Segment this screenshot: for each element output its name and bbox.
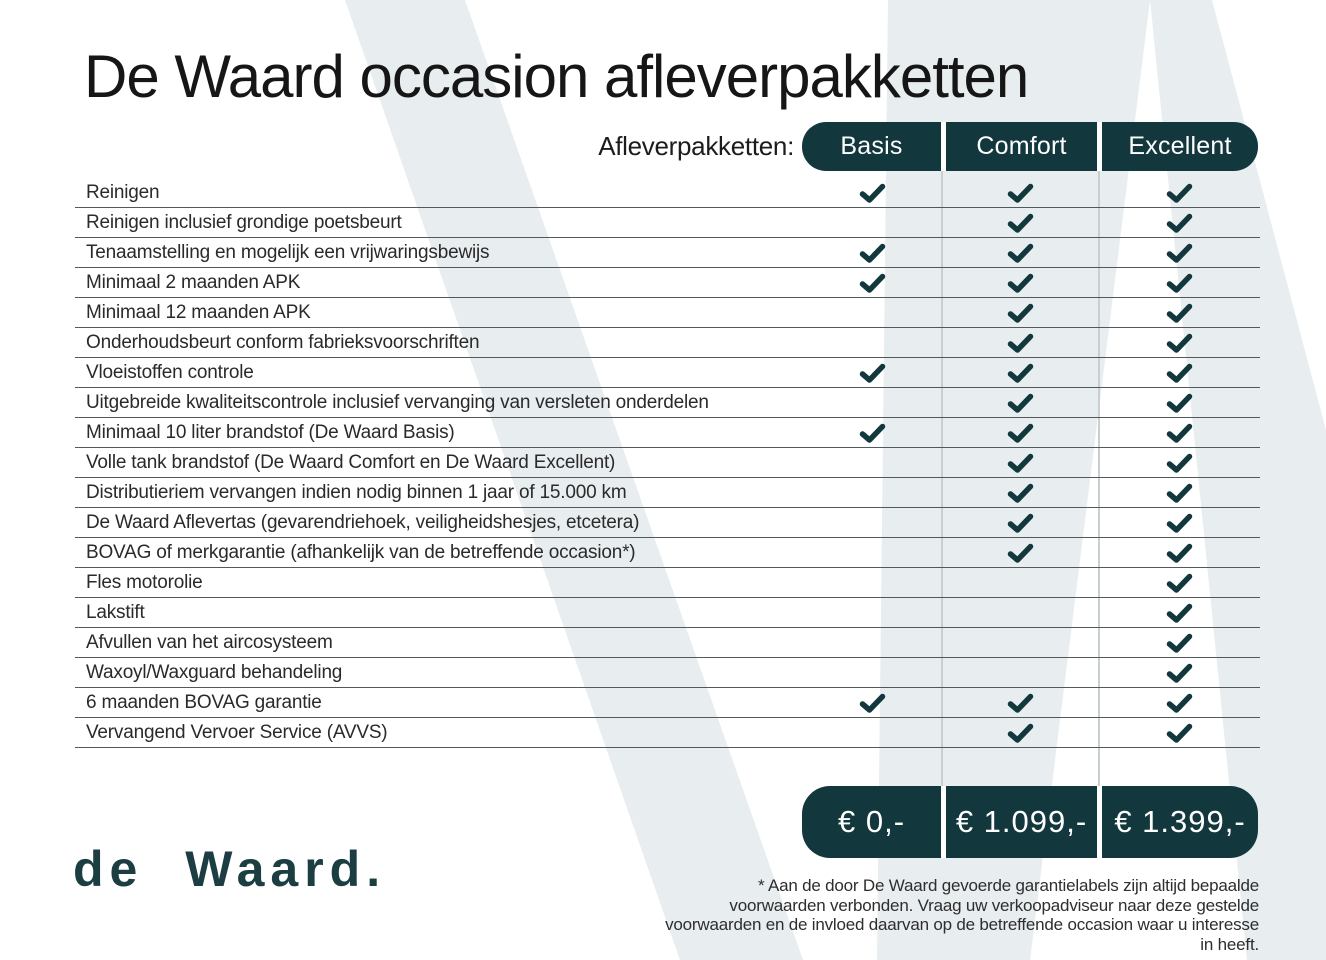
check-icon — [1007, 452, 1034, 474]
comfort-check-cell — [942, 358, 1099, 387]
comfort-check-cell — [942, 598, 1099, 627]
feature-label: Minimaal 10 liter brandstof (De Waard Basis) — [86, 421, 455, 443]
comfort-check-cell — [942, 418, 1099, 447]
check-icon — [1166, 572, 1193, 594]
feature-label: Tenaamstelling en mogelijk een vrijwaringsbewijs — [86, 241, 490, 263]
check-icon — [859, 182, 886, 204]
basis-check-cell — [802, 508, 942, 537]
basis-check-cell — [802, 538, 942, 567]
feature-label: Minimaal 12 maanden APK — [86, 301, 311, 323]
basis-check-cell — [802, 478, 942, 507]
comfort-check-cell — [942, 538, 1099, 567]
table-row — [75, 298, 1260, 328]
basis-check-cell — [802, 448, 942, 477]
basis-check-cell — [802, 178, 942, 207]
check-icon — [1166, 212, 1193, 234]
page-title: De Waard occasion afleverpakketten — [84, 43, 1029, 110]
basis-check-cell — [802, 328, 942, 357]
table-row — [75, 628, 1260, 658]
basis-check-cell — [802, 238, 942, 267]
basis-check-cell — [802, 298, 942, 327]
table-row — [75, 508, 1260, 538]
excellent-check-cell — [1099, 388, 1260, 417]
excellent-check-cell — [1099, 178, 1260, 207]
basis-check-cell — [802, 718, 942, 747]
excellent-check-cell — [1099, 718, 1260, 747]
check-icon — [1007, 542, 1034, 564]
package-tabs — [802, 122, 1258, 171]
feature-label: Vloeistoffen controle — [86, 361, 254, 383]
check-icon — [1166, 482, 1193, 504]
check-icon — [859, 692, 886, 714]
table-row — [75, 568, 1260, 598]
table-row — [75, 718, 1260, 748]
check-icon — [859, 242, 886, 264]
disclaimer-note: * Aan de door De Waard gevoerde garantielabels zijn altijd bepaalde voorwaarden verbonden. Vraag uw verkoopadviseur naar deze gestelde voorwaarden en de invloed daarvan op de betreffende occasion waar u interesse in heeft. — [665, 876, 1259, 954]
check-icon — [1007, 392, 1034, 414]
comfort-check-cell — [942, 688, 1099, 717]
check-icon — [1007, 362, 1034, 384]
check-icon — [1007, 332, 1034, 354]
feature-label: 6 maanden BOVAG garantie — [86, 691, 322, 713]
check-icon — [859, 362, 886, 384]
check-icon — [1166, 602, 1193, 624]
basis-check-cell — [802, 208, 942, 237]
excellent-check-cell — [1099, 448, 1260, 477]
excellent-check-cell — [1099, 478, 1260, 507]
feature-label: Onderhoudsbeurt conform fabrieksvoorschriften — [86, 331, 480, 353]
check-icon — [1007, 482, 1034, 504]
check-icon — [1166, 422, 1193, 444]
feature-label: Fles motorolie — [86, 571, 203, 593]
excellent-check-cell — [1099, 268, 1260, 297]
check-icon — [1166, 242, 1193, 264]
excellent-check-cell — [1099, 238, 1260, 267]
feature-label: Reinigen — [86, 181, 160, 203]
packages-row-label: Afleverpakketten: — [598, 131, 794, 161]
excellent-check-cell — [1099, 538, 1260, 567]
comfort-check-cell — [942, 718, 1099, 747]
comfort-check-cell — [942, 508, 1099, 537]
comfort-check-cell — [942, 388, 1099, 417]
package-header-row — [0, 122, 1326, 171]
basis-check-cell — [802, 688, 942, 717]
comfort-check-cell — [942, 178, 1099, 207]
price-bar — [802, 786, 1258, 858]
table-row — [75, 418, 1260, 448]
feature-label: Minimaal 2 maanden APK — [86, 271, 301, 293]
price-basis: € 0,- — [802, 786, 941, 858]
feature-table — [75, 178, 1260, 748]
check-icon — [1166, 512, 1193, 534]
check-icon — [1007, 242, 1034, 264]
basis-check-cell — [802, 658, 942, 687]
feature-label: Reinigen inclusief grondige poetsbeurt — [86, 211, 402, 233]
table-row — [75, 388, 1260, 418]
excellent-check-cell — [1099, 688, 1260, 717]
check-icon — [859, 422, 886, 444]
excellent-check-cell — [1099, 298, 1260, 327]
excellent-check-cell — [1099, 358, 1260, 387]
feature-label: De Waard Aflevertas (gevarendriehoek, veiligheidshesjes, etcetera) — [86, 511, 640, 533]
check-icon — [1166, 452, 1193, 474]
feature-label: BOVAG of merkgarantie (afhankelijk van de betreffende occasion*) — [86, 541, 636, 563]
excellent-check-cell — [1099, 628, 1260, 657]
table-row — [75, 178, 1260, 208]
check-icon — [1007, 302, 1034, 324]
table-row — [75, 328, 1260, 358]
excellent-check-cell — [1099, 328, 1260, 357]
check-icon — [1166, 392, 1193, 414]
table-row — [75, 538, 1260, 568]
comfort-check-cell — [942, 208, 1099, 237]
feature-label: Distributieriem vervangen indien nodig binnen 1 jaar of 15.000 km — [86, 481, 627, 503]
package-tab-excellent: Excellent — [1102, 122, 1258, 171]
excellent-check-cell — [1099, 418, 1260, 447]
basis-check-cell — [802, 418, 942, 447]
check-icon — [1166, 662, 1193, 684]
basis-check-cell — [802, 568, 942, 597]
check-icon — [1166, 332, 1193, 354]
basis-check-cell — [802, 268, 942, 297]
excellent-check-cell — [1099, 568, 1260, 597]
comfort-check-cell — [942, 298, 1099, 327]
check-icon — [1007, 722, 1034, 744]
comfort-check-cell — [942, 568, 1099, 597]
table-row — [75, 598, 1260, 628]
package-tab-comfort: Comfort — [946, 122, 1097, 171]
table-row — [75, 268, 1260, 298]
check-icon — [1007, 512, 1034, 534]
check-icon — [1007, 182, 1034, 204]
excellent-check-cell — [1099, 508, 1260, 537]
basis-check-cell — [802, 388, 942, 417]
table-row — [75, 238, 1260, 268]
check-icon — [1166, 302, 1193, 324]
check-icon — [1007, 212, 1034, 234]
table-row — [75, 208, 1260, 238]
table-row — [75, 358, 1260, 388]
check-icon — [1166, 692, 1193, 714]
basis-check-cell — [802, 628, 942, 657]
check-icon — [1166, 272, 1193, 294]
check-icon — [1166, 542, 1193, 564]
check-icon — [1166, 722, 1193, 744]
price-excellent: € 1.399,- — [1102, 786, 1258, 858]
comfort-check-cell — [942, 658, 1099, 687]
table-row — [75, 688, 1260, 718]
feature-label: Lakstift — [86, 601, 145, 623]
basis-check-cell — [802, 358, 942, 387]
check-icon — [1166, 362, 1193, 384]
table-row — [75, 448, 1260, 478]
feature-label: Volle tank brandstof (De Waard Comfort en De Waard Excellent) — [86, 451, 616, 473]
excellent-check-cell — [1099, 208, 1260, 237]
check-icon — [1007, 422, 1034, 444]
basis-check-cell — [802, 598, 942, 627]
package-tab-basis: Basis — [802, 122, 941, 171]
feature-label: Uitgebreide kwaliteitscontrole inclusief vervanging van versleten onderdelen — [86, 391, 709, 413]
feature-label: Waxoyl/Waxguard behandeling — [86, 661, 343, 683]
table-row — [75, 658, 1260, 688]
comfort-check-cell — [942, 628, 1099, 657]
comfort-check-cell — [942, 238, 1099, 267]
comfort-check-cell — [942, 328, 1099, 357]
check-icon — [859, 272, 886, 294]
comfort-check-cell — [942, 448, 1099, 477]
comfort-check-cell — [942, 268, 1099, 297]
feature-label: Afvullen van het aircosysteem — [86, 631, 333, 653]
check-icon — [1007, 692, 1034, 714]
excellent-check-cell — [1099, 658, 1260, 687]
check-icon — [1166, 182, 1193, 204]
excellent-check-cell — [1099, 598, 1260, 627]
price-comfort: € 1.099,- — [946, 786, 1097, 858]
brand-logo: de Waard. — [73, 841, 387, 897]
comfort-check-cell — [942, 478, 1099, 507]
feature-label: Vervangend Vervoer Service (AVVS) — [86, 721, 388, 743]
check-icon — [1166, 632, 1193, 654]
check-icon — [1007, 272, 1034, 294]
table-row — [75, 478, 1260, 508]
